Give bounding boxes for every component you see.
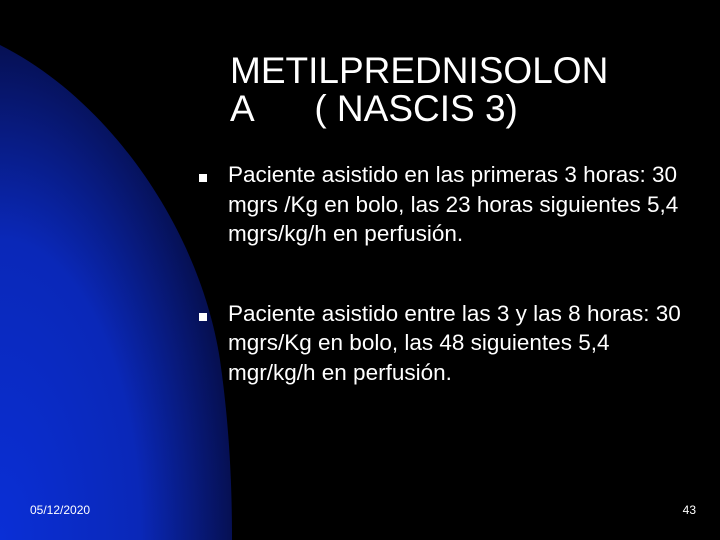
bullet-list [196, 160, 696, 387]
list-item [196, 160, 696, 249]
square-bullet-icon [199, 313, 207, 321]
page-number: 43 [682, 503, 696, 517]
square-bullet-icon [199, 174, 207, 182]
footer-date: 05/12/2020 [30, 503, 91, 517]
bullet-text: Paciente asistido entre las 3 y las 8 horas: 30 mgrs/Kg en bolo, las 48 siguientes 5,4 mgr/kg/h en perfusión. [228, 300, 681, 385]
bullet-text: Paciente asistido en las primeras 3 horas: 30 mgrs /Kg en bolo, las 23 horas siguientes 5,4 mgrs/kg/h en perfusión. [228, 162, 679, 246]
list-item [196, 299, 696, 388]
slide-title: METILPREDNISOLON A ( NASCIS 3) [230, 50, 609, 129]
